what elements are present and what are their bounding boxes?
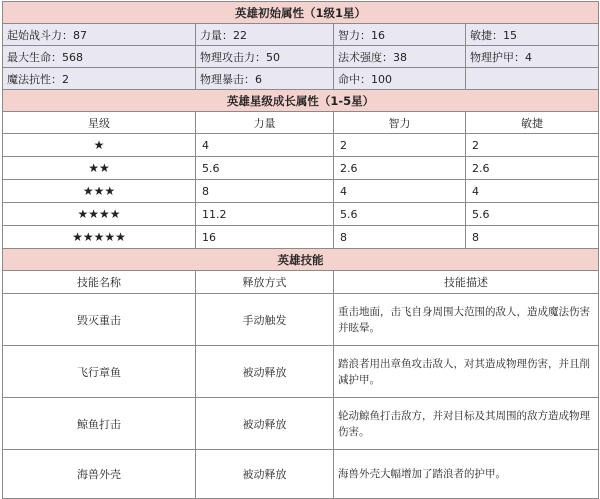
skills-header-mode: 释放方式 [196, 271, 334, 294]
attr-physical-crit: 物理暴击：6 [196, 68, 334, 90]
skill-description: 轮动鲸鱼打击敌方，并对目标及其周围的敌方造成物理伤害。 [334, 398, 599, 450]
growth-strength: 5.6 [196, 157, 334, 180]
growth-intelligence: 4 [334, 180, 466, 203]
section-header-initial [3, 2, 599, 24]
attr-strength: 力量：22 [196, 24, 334, 46]
section-header-skills [3, 249, 599, 271]
attr-magic-resist: 魔法抗性：2 [3, 68, 196, 90]
growth-strength: 16 [196, 226, 334, 249]
attr-empty [466, 68, 599, 90]
growth-strength: 11.2 [196, 203, 334, 226]
skill-description: 海兽外壳大幅增加了踏浪者的护甲。 [334, 450, 599, 499]
attr-physical-armor: 物理护甲：4 [466, 46, 599, 68]
section-header-growth [3, 90, 599, 112]
attr-intelligence: 智力：16 [334, 24, 466, 46]
star-level: ★★ [3, 157, 196, 180]
growth-row [3, 226, 599, 249]
skill-name: 飞行章鱼 [3, 346, 196, 398]
growth-header-agility: 敏捷 [466, 112, 599, 134]
growth-agility: 4 [466, 180, 599, 203]
growth-intelligence: 8 [334, 226, 466, 249]
attr-spell-power: 法术强度：38 [334, 46, 466, 68]
section-title-skills: 英雄技能 [3, 249, 599, 271]
section-title-initial: 英雄初始属性（1级1星） [3, 2, 599, 24]
skills-header-row [3, 271, 599, 294]
growth-header-strength: 力量 [196, 112, 334, 134]
attr-max-hp: 最大生命：568 [3, 46, 196, 68]
skill-row [3, 450, 599, 499]
growth-row [3, 180, 599, 203]
attr-power: 起始战斗力：87 [3, 24, 196, 46]
growth-agility: 2 [466, 134, 599, 157]
growth-header-row [3, 112, 599, 134]
skill-description: 踏浪者用出章鱼攻击敌人，对其造成物理伤害，并且削减护甲。 [334, 346, 599, 398]
skill-mode: 被动释放 [196, 346, 334, 398]
skill-name: 鲸鱼打击 [3, 398, 196, 450]
growth-intelligence: 5.6 [334, 203, 466, 226]
growth-intelligence: 2 [334, 134, 466, 157]
skill-row [3, 346, 599, 398]
growth-header-intelligence: 智力 [334, 112, 466, 134]
hero-stats-table [2, 1, 599, 499]
skill-row [3, 294, 599, 346]
section-title-growth: 英雄星级成长属性（1-5星） [3, 90, 599, 112]
growth-row [3, 157, 599, 180]
skill-mode: 被动释放 [196, 398, 334, 450]
skill-mode: 被动释放 [196, 450, 334, 499]
attr-hit: 命中：100 [334, 68, 466, 90]
attribute-row [3, 24, 599, 46]
star-level: ★ [3, 134, 196, 157]
attr-physical-attack: 物理攻击力：50 [196, 46, 334, 68]
skills-header-desc: 技能描述 [334, 271, 599, 294]
attribute-row [3, 46, 599, 68]
attr-agility: 敏捷：15 [466, 24, 599, 46]
growth-row [3, 134, 599, 157]
growth-header-star: 星级 [3, 112, 196, 134]
hero-stats-sheet [2, 1, 598, 499]
growth-agility: 8 [466, 226, 599, 249]
growth-strength: 8 [196, 180, 334, 203]
growth-agility: 5.6 [466, 203, 599, 226]
star-level: ★★★★★ [3, 226, 196, 249]
skill-description: 重击地面，击飞自身周围大范围的敌人，造成魔法伤害并眩晕。 [334, 294, 599, 346]
attribute-row [3, 68, 599, 90]
skill-row [3, 398, 599, 450]
growth-agility: 2.6 [466, 157, 599, 180]
growth-strength: 4 [196, 134, 334, 157]
skills-header-name: 技能名称 [3, 271, 196, 294]
skill-mode: 手动触发 [196, 294, 334, 346]
star-level: ★★★ [3, 180, 196, 203]
skill-name: 海兽外壳 [3, 450, 196, 499]
star-level: ★★★★ [3, 203, 196, 226]
growth-row [3, 203, 599, 226]
growth-intelligence: 2.6 [334, 157, 466, 180]
skill-name: 毁灭重击 [3, 294, 196, 346]
